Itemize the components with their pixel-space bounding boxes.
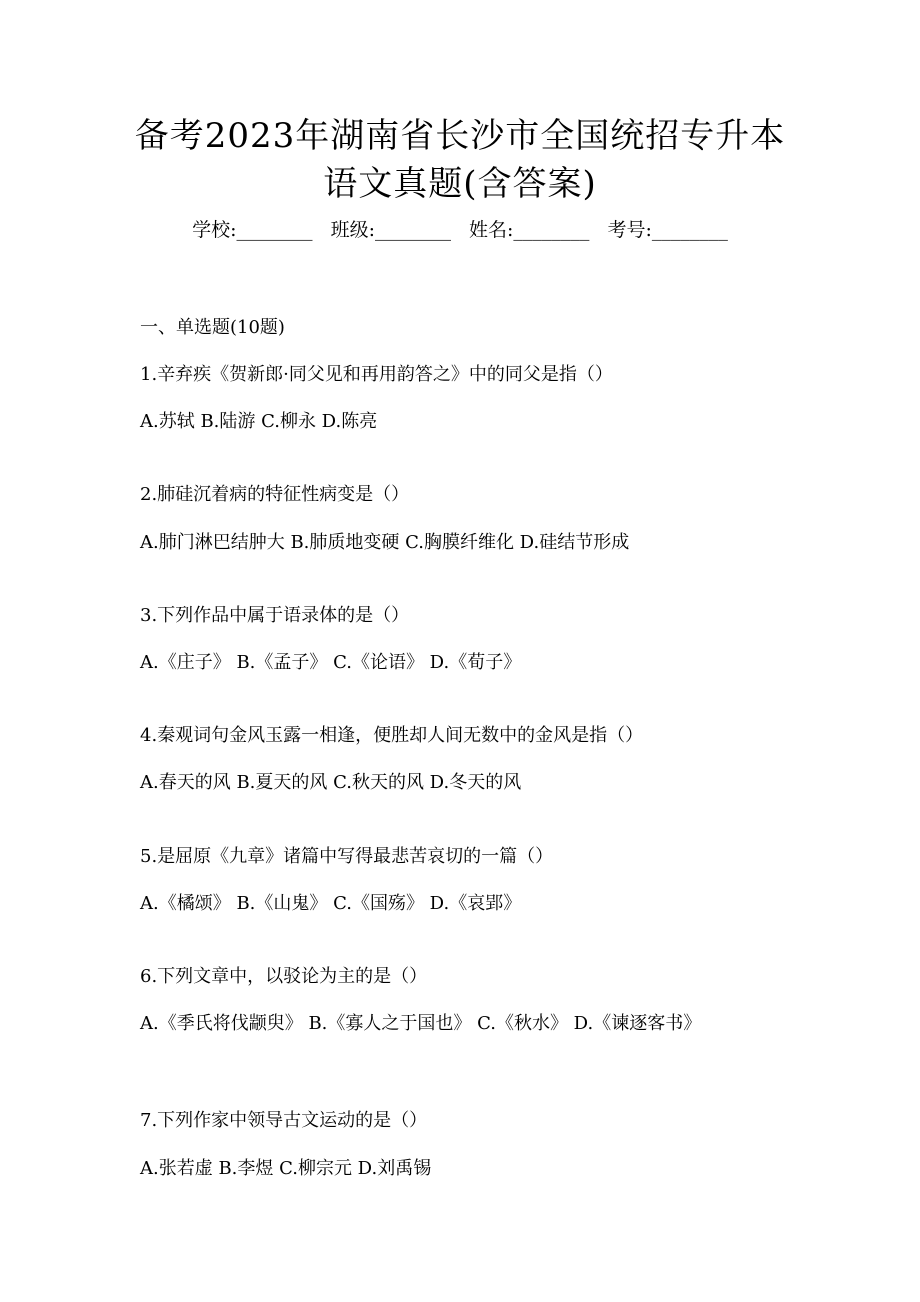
question-4-text: 4.秦观词句金风玉露一相逢，便胜却人间无数中的金风是指（） [140, 725, 644, 746]
question-7-text: 7.下列作家中领导古文运动的是（） [140, 1110, 428, 1131]
question-2-options: A.肺门淋巴结肿大 B.肺质地变硬 C.胸膜纤维化 D.硅结节形成 [140, 532, 630, 553]
section-heading: 一、单选题(10题) [140, 317, 285, 338]
question-5-options: A.《橘颂》 B.《山鬼》 C.《国殇》 D.《哀郢》 [140, 893, 522, 914]
question-6-text: 6.下列文章中，以驳论为主的是（） [140, 966, 428, 987]
question-3-options: A.《庄子》 B.《孟子》 C.《论语》 D.《荀子》 [140, 652, 522, 673]
question-7-options: A.张若虚 B.李煜 C.柳宗元 D.刘禹锡 [140, 1158, 432, 1179]
school-field: 学校:________ [192, 219, 313, 241]
exam-title-line-1: 备考2023年湖南省长沙市全国统招专升本 [134, 116, 786, 156]
exam-number-field: 考号:________ [607, 219, 728, 241]
class-field: 班级:________ [330, 219, 451, 241]
question-2-text: 2.肺硅沉着病的特征性病变是（） [140, 484, 410, 505]
question-3-text: 3.下列作品中属于语录体的是（） [140, 605, 410, 626]
question-6-options: A.《季氏将伐颛臾》 B.《寡人之于国也》 C.《秋水》 D.《谏逐客书》 [140, 1013, 702, 1034]
question-4-options: A.春天的风 B.夏天的风 C.秋天的风 D.冬天的风 [140, 772, 522, 793]
student-info-row [0, 218, 920, 242]
question-1-options: A.苏轼 B.陆游 C.柳永 D.陈亮 [140, 411, 378, 432]
question-5-text: 5.是屈原《九章》诸篇中写得最悲苦哀切的一篇（） [140, 846, 554, 867]
exam-title-line-2: 语文真题(含答案) [323, 164, 597, 204]
name-field: 姓名:________ [469, 219, 590, 241]
question-1-text: 1.辛弃疾《贺新郎·同父见和再用韵答之》中的同父是指（） [140, 364, 613, 385]
